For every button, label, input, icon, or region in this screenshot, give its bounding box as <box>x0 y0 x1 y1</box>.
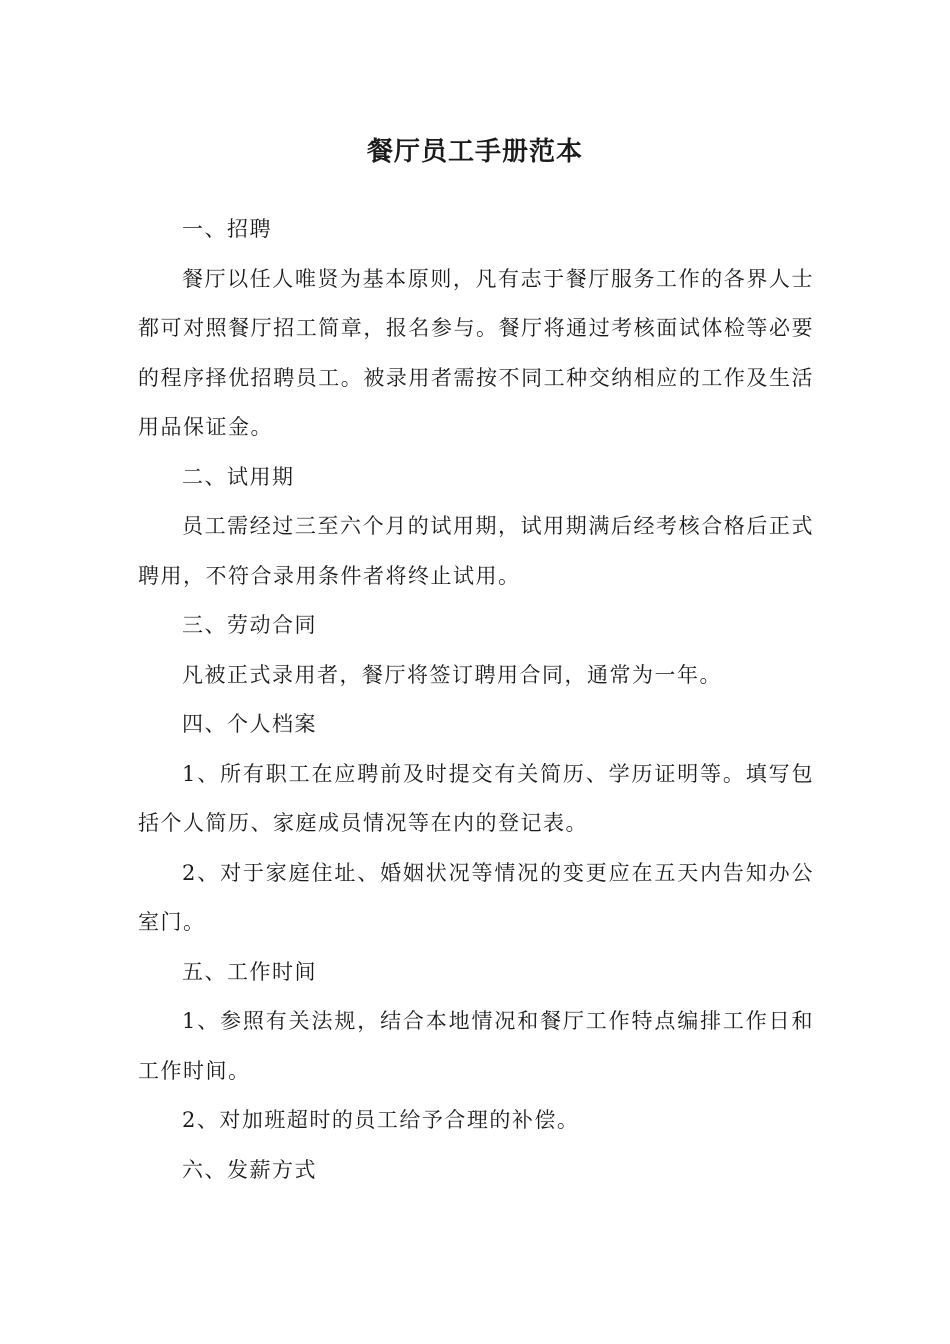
paragraph-personal-file-1: 1、所有职工在应聘前及时提交有关简历、学历证明等。填写包括个人简历、家庭成员情况等在内的登记表。 <box>138 761 814 835</box>
paragraph-recruitment: 餐厅以任人唯贤为基本原则，凡有志于餐厅服务工作的各界人士都可对照餐厅招工简章，报名参与。餐厅将通过考核面试体检等必要的程序择优招聘员工。被录用者需按不同工种交纳相应的工作及生活用品保证金。 <box>138 266 814 439</box>
section-heading-contract: 三、劳动合同 <box>182 613 317 637</box>
section-heading-probation: 二、试用期 <box>182 464 295 489</box>
section-heading-personal-file: 四、个人档案 <box>182 712 317 736</box>
paragraph-personal-file-2: 2、对于家庭住址、婚姻状况等情况的变更应在五天内告知办公室门。 <box>138 860 814 934</box>
section-heading-working-hours: 五、工作时间 <box>182 959 317 984</box>
document-body <box>138 205 814 1195</box>
paragraph-working-hours-1: 1、参照有关法规，结合本地情况和餐厅工作特点编排工作日和工作时间。 <box>138 1009 814 1083</box>
document-title: 餐厅员工手册范本 <box>366 137 583 167</box>
section-heading-recruitment: 一、招聘 <box>182 217 272 241</box>
section-heading-payroll: 六、发薪方式 <box>182 1157 317 1182</box>
paragraph-working-hours-2: 2、对加班超时的员工给予合理的补偿。 <box>182 1108 580 1132</box>
paragraph-probation: 员工需经过三至六个月的试用期，试用期满后经考核合格后正式聘用，不符合录用条件者将终止试用。 <box>138 514 814 588</box>
paragraph-contract: 凡被正式录用者，餐厅将签订聘用合同，通常为一年。 <box>182 662 722 687</box>
